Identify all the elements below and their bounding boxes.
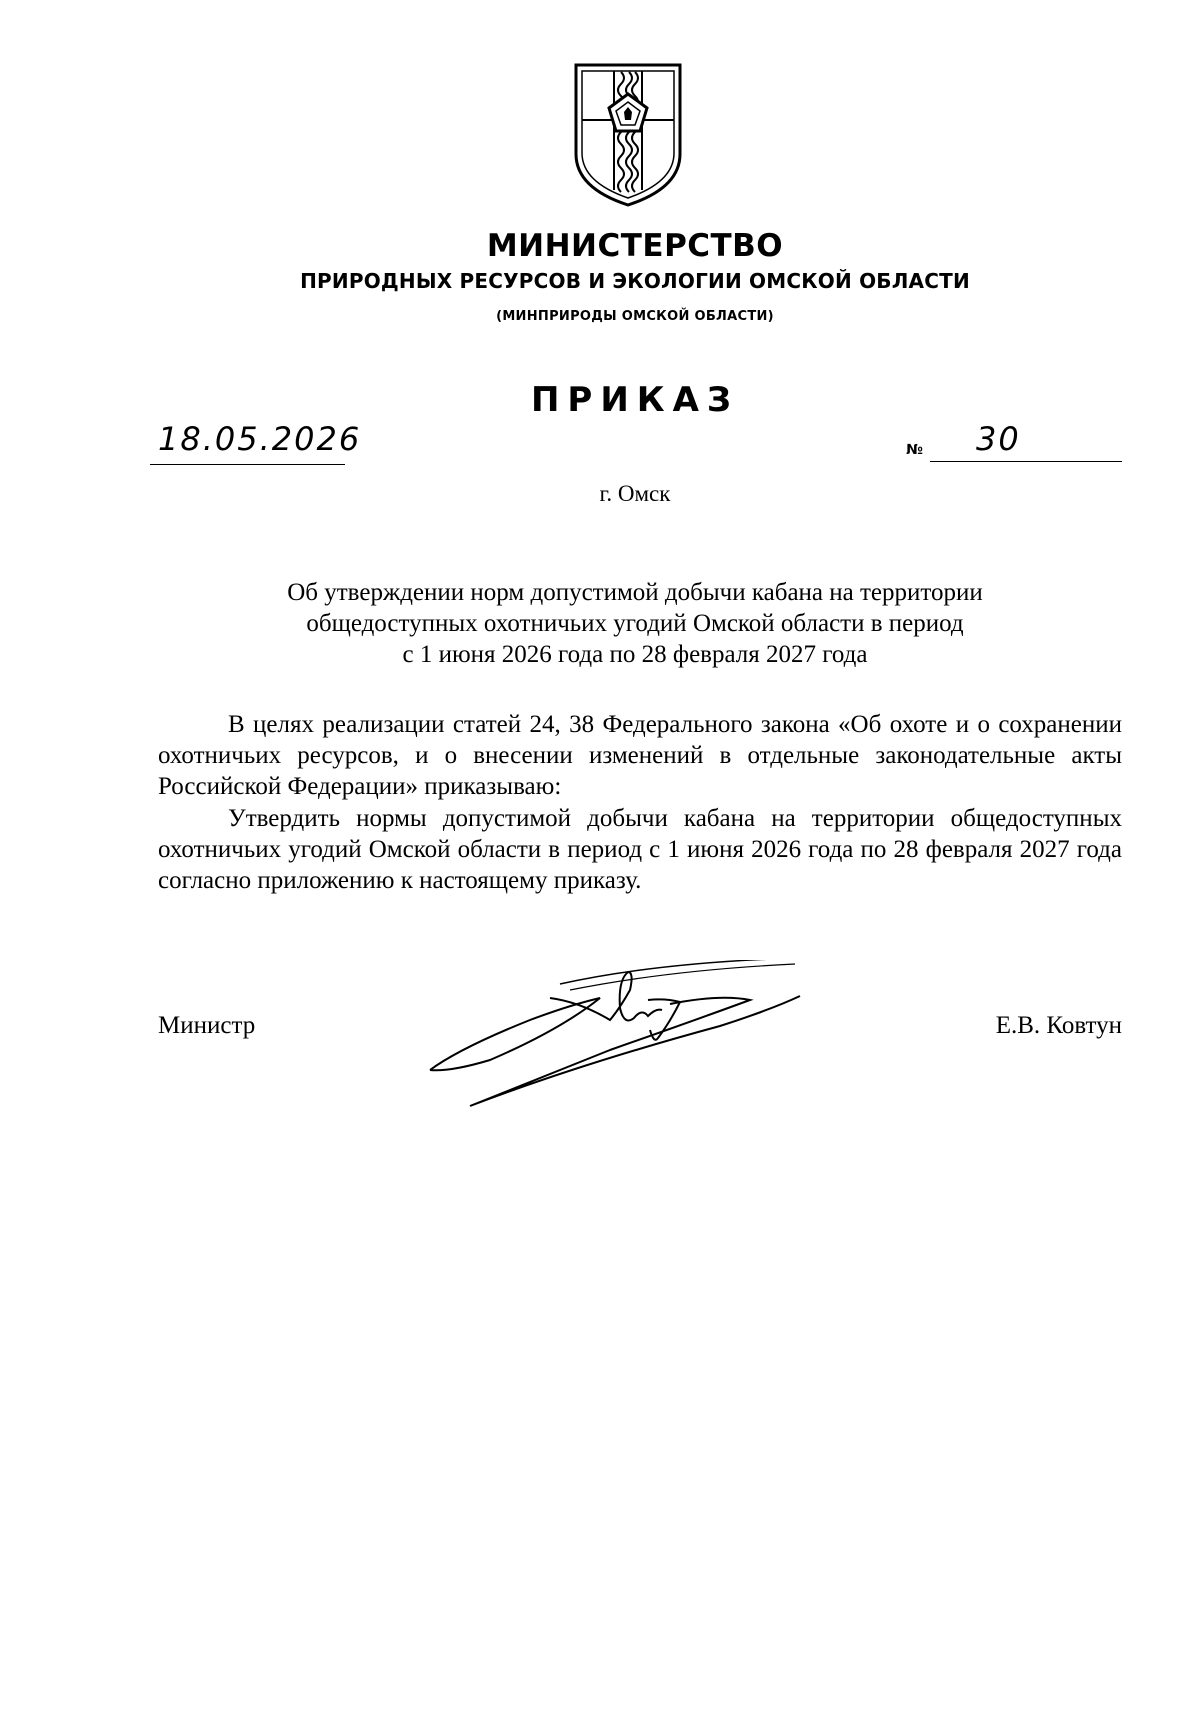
order-number: 30 [976,420,1021,458]
order-date-field [150,420,362,465]
order-city: г. Омск [599,481,671,506]
subject-line-3: с 1 июня 2026 года по 28 февраля 2027 года [402,641,868,668]
coat-of-arms-icon [573,62,683,208]
ministry-short-name: (МИНПРИРОДЫ ОМСКОЙ ОБЛАСТИ) [496,309,774,324]
order-title: ПРИКАЗ [530,380,740,420]
order-number-field [930,420,1122,462]
body-paragraph-1: В целях реализации статей 24, 38 Федерального закона «Об охоте и о сохранении охотничьих ресурсов, и о внесении изменений в отдельные законодательные акты Российской Федерации» приказываю: [158,711,1122,800]
ministry-title: МИНИСТЕРСТВО [486,228,784,264]
body-paragraph-2: Утвердить нормы допустимой добычи кабана на территории общедоступных охотничьих угодий Омской области в период с 1 июня 2026 года по 28 февраля 2027 года согласно приложению к настоящему приказу. [158,805,1122,894]
signatory-name: Е.В. Ковтун [995,1012,1122,1039]
signatory-position: Министр [158,1012,256,1039]
order-subject [200,577,1070,670]
order-number-sign: № [906,442,923,458]
order-date: 18.05.2026 [158,420,362,458]
subject-line-1: Об утверждении норм допустимой добычи кабана на территории [287,579,983,606]
handwritten-signature-icon [420,960,870,1135]
ministry-subtitle: ПРИРОДНЫХ РЕСУРСОВ И ЭКОЛОГИИ ОМСКОЙ ОБЛАСТИ [300,269,970,293]
subject-line-2: общедоступных охотничьих угодий Омской области в период [306,610,964,637]
